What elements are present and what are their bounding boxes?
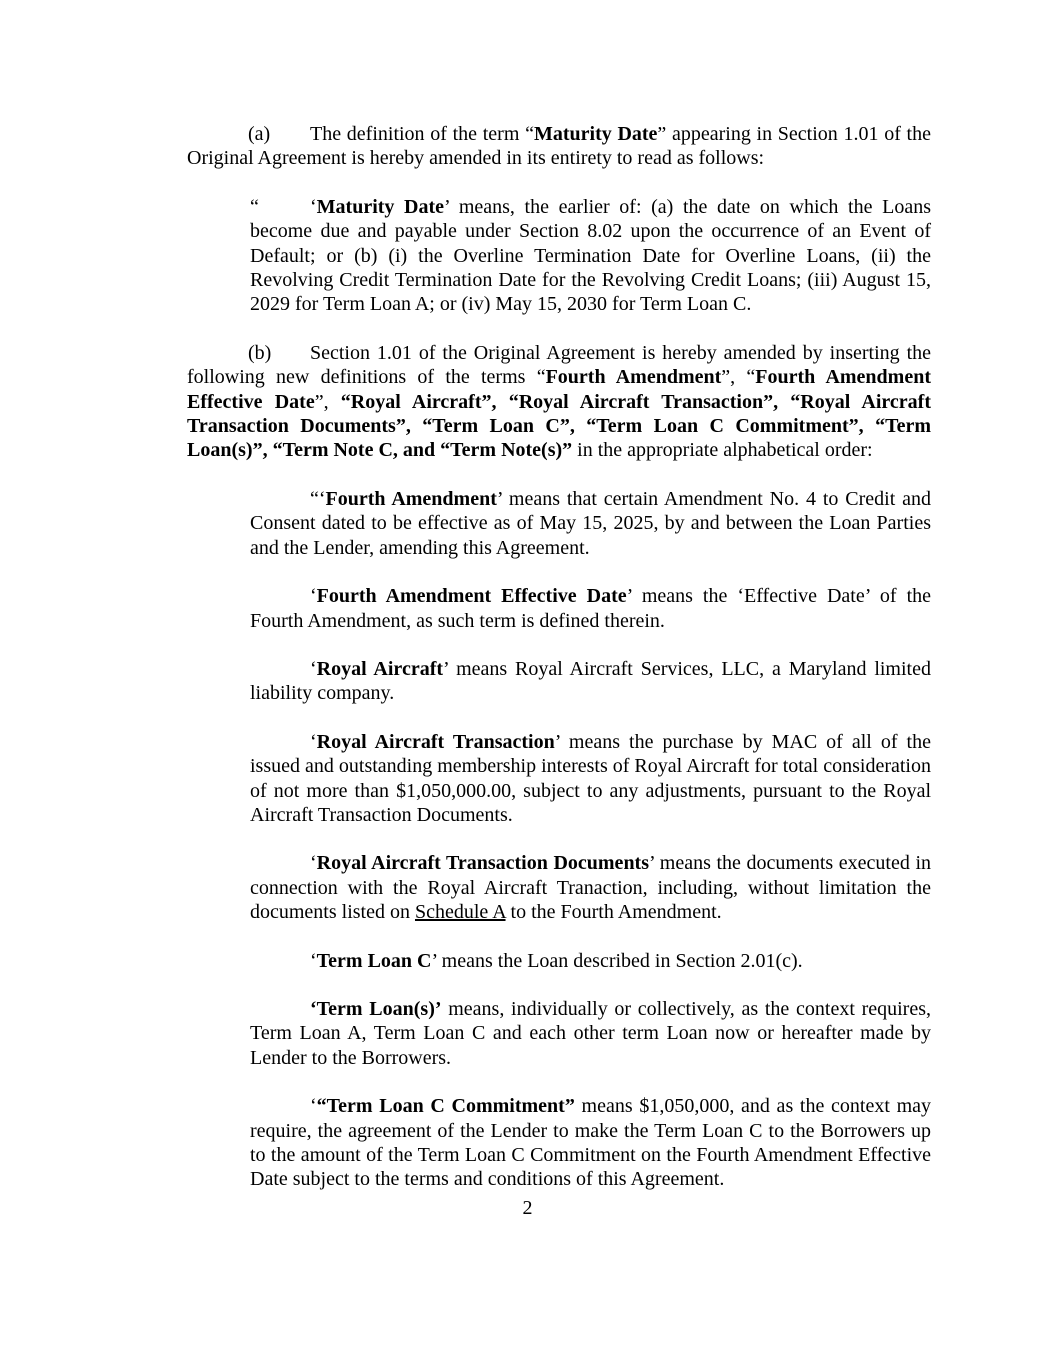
defined-terms-list: “Royal Aircraft”, “Royal Aircraft Transaction”, “Royal Aircraft Transaction Documents”, “Term Loan C”, “Term Loan C Commitment”, “Term Loan(s)”, “Term Note C, and “Term Note(s)” <box>187 390 931 462</box>
definition-fourth-amendment-effective-date <box>250 584 931 633</box>
definition-term: Fourth Amendment <box>325 487 497 510</box>
maturity-date-quote-block <box>250 195 931 317</box>
paragraph-b-text-2: ”, “ <box>721 366 756 389</box>
definition-pre: ‘ <box>310 585 317 608</box>
definition-term: Royal Aircraft Transaction <box>316 730 555 753</box>
defined-term-fourth-amendment-effective-date: Fourth Amendment Effective Date <box>187 366 931 413</box>
definition-text: means $1,050,000, and as the context may require, the agreement of the Lender to make the Term Loan C to the Borrowers up to the amount of the Term Loan C Commitment on the Fourth Amendment Effective Date subject to the terms and conditions of this Agreement. <box>250 1095 932 1191</box>
definition-term: Royal Aircraft Transaction Documents <box>316 852 650 875</box>
definition-pre: ‘ <box>310 657 317 680</box>
definition-pre: ‘ <box>310 730 317 753</box>
defined-term-fourth-amendment: Fourth Amendment <box>545 366 722 389</box>
defined-term-maturity-date: Maturity Date <box>533 123 658 145</box>
definition-text: means, individually or collectively, as the context requires, Term Loan A, Term Loan C and each other term Loan now or hereafter made by Lender to the Borrowers. <box>250 997 932 1069</box>
quote-open-mark: “ <box>250 195 259 218</box>
definition-pre: ‘ <box>310 949 317 972</box>
paragraph-b-label: (b) <box>248 341 272 364</box>
definition-text: ’ means that certain Amendment No. 4 to Credit and Consent dated to be effective as of May 15, 2025, by and between the Loan Parties and the Lender, amending this Agreement. <box>250 487 932 559</box>
paragraph-b <box>187 341 931 463</box>
definition-term: ‘Term Loan(s)’ <box>310 997 442 1020</box>
definition-text: ’ means the ‘Effective Date’ of the Fourth Amendment, as such term is defined therein. <box>250 585 931 632</box>
definition-royal-aircraft-transaction <box>250 730 931 828</box>
page-number: 2 <box>522 1197 533 1219</box>
definition-royal-aircraft-transaction-documents <box>250 851 931 924</box>
paragraph-a-text: The definition of the term “ <box>310 123 534 145</box>
paragraph-a-text-cont: ” appearing in Section 1.01 of the Original Agreement is hereby amended in its entirety to read as follows: <box>187 123 931 170</box>
definition-term: Fourth Amendment Effective Date <box>316 585 627 608</box>
definition-pre: ‘ <box>310 1095 317 1118</box>
paragraph-b-text-3: ”, <box>314 390 341 413</box>
definition-term: “Term Loan C Commitment” <box>316 1095 575 1118</box>
definition-fourth-amendment <box>250 487 931 560</box>
definition-pre: ‘ <box>310 852 317 875</box>
definition-text: ’ means the documents executed in connection with the Royal Aircraft Tranaction, including, without limitation the documents listed on <box>250 852 931 924</box>
definition-term-loans <box>250 997 931 1070</box>
definition-term: Royal Aircraft <box>316 657 444 680</box>
paragraph-a-label: (a) <box>248 123 271 145</box>
definition-term: Term Loan C <box>316 949 432 972</box>
definition-royal-aircraft <box>250 657 931 706</box>
paragraph-b-text-4: in the appropriate alphabetical order: <box>572 439 873 462</box>
paragraph-a <box>187 122 931 171</box>
definition-text: ’ means Royal Aircraft Services, LLC, a Maryland limited liability company. <box>250 657 931 705</box>
definition-text-cont: to the Fourth Amendment. <box>505 901 722 924</box>
quote-text: ’ means, the earlier of: (a) the date on which the Loans become due and payable under Section 8.02 upon the occurrence of an Event of Default; or (b) (i) the Overline Termination Date for Overline Loans, (ii) the Revolving Credit Termination Date for the Revolving Credit Loans; (iii) August 15, 2029 for Term Loan A; or (iv) May 15, 2030 for Term Loan C. <box>250 195 931 316</box>
document-body <box>187 122 931 1216</box>
quote-term-maturity-date: Maturity Date <box>316 195 445 218</box>
paragraph-b-text: Section 1.01 of the Original Agreement is hereby amended by inserting the following new definitions of the terms “ <box>187 341 931 389</box>
definition-text: ’ means the Loan described in Section 2.01(c). <box>431 949 803 972</box>
quote-term-open-mark: ‘ <box>310 195 317 218</box>
definition-term-loan-c-commitment <box>250 1094 931 1192</box>
definition-pre: “‘ <box>310 487 326 510</box>
definition-text: ’ means the purchase by MAC of all of the issued and outstanding membership interests of Royal Aircraft for total consideration of not more than $1,050,000.00, subject to any adjustments, pursuant to the Royal Aircraft Transaction Documents. <box>250 730 931 826</box>
definition-term-loan-c <box>250 949 931 973</box>
schedule-a-reference: Schedule A <box>414 901 506 924</box>
